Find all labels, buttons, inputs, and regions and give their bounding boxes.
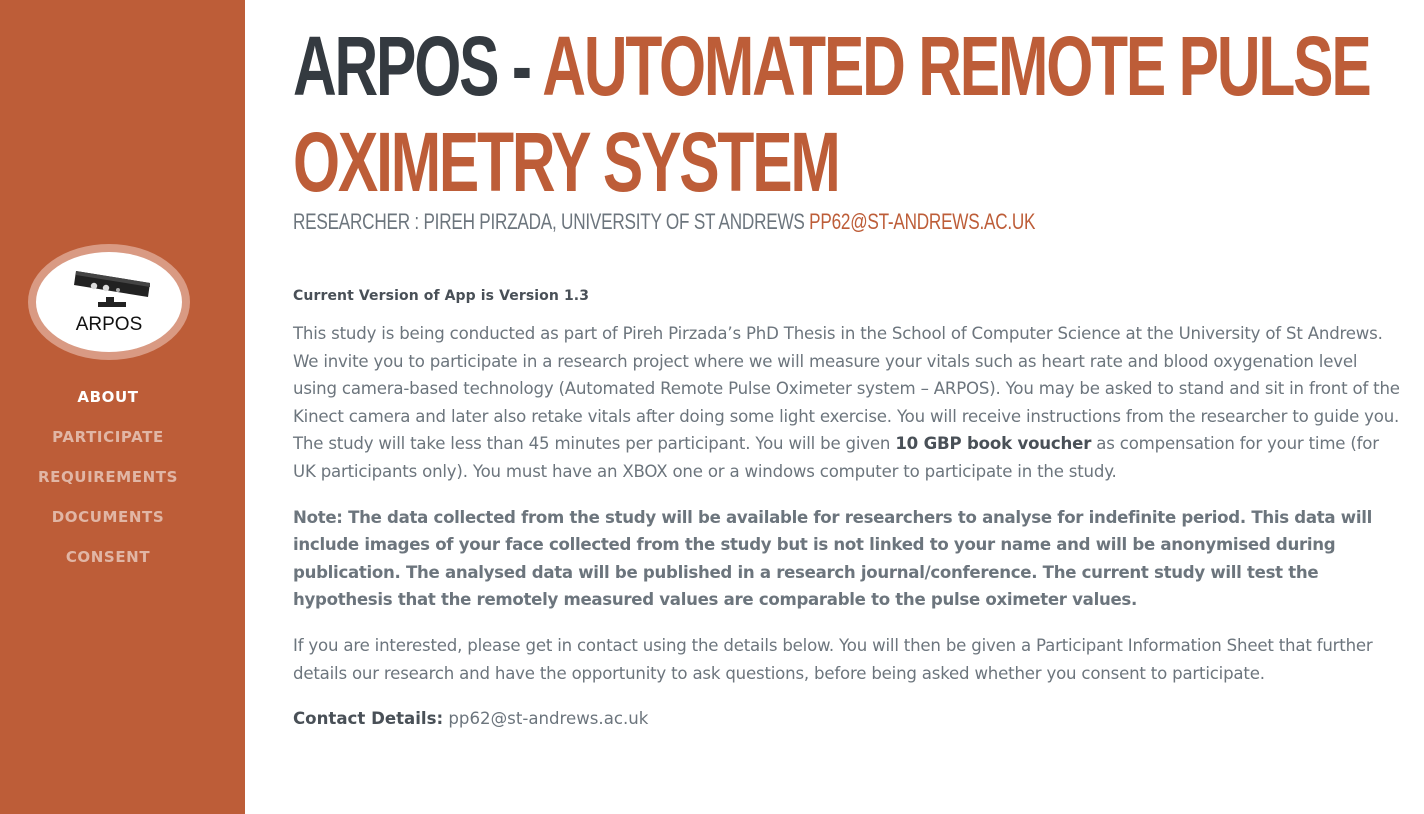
page-title	[293, 18, 1395, 210]
nav-requirements[interactable]: REQUIREMENTS	[37, 468, 179, 486]
sidebar	[0, 0, 245, 814]
researcher-text: RESEARCHER : PIREH PIRZADA, UNIVERSITY OF ST ANDREWS	[293, 209, 810, 234]
note-paragraph: Note: The data collected from the study will be available for researchers to analyse for indefinite period. This data will include images of your face collected from the study but is not linked to your name and will be anonymised during publication. The analysed data will be published in a research journal/conference. The current study will test the hypothesis that the remotely measured values are comparable to the pulse oximeter values.	[293, 507, 1372, 610]
contact-email[interactable]: pp62@st-andrews.ac.uk	[443, 709, 649, 729]
nav-participate[interactable]: PARTICIPATE	[52, 428, 164, 446]
contact-details	[293, 705, 1403, 733]
logo[interactable]	[28, 244, 190, 360]
intro-text-1: This study is being conducted as part of Pireh Pirzada’s PhD Thesis in the School of Computer Science at the University of St Andrews. We invite you to participate in a research project where we will measure your vitals such as heart rate and blood oxygenation level using camera-based technology (Automated Remote Pulse Oximeter system – ARPOS). You may be asked to stand and sit in front of the Kinect camera and later also retake vitals after doing some light exercise. You will receive instructions from the researcher to guide you. The study will take less than 45 minutes per participant. You will be given	[293, 324, 1400, 454]
title-lead: ARPOS -	[293, 19, 543, 113]
logo-text: ARPOS	[75, 314, 143, 335]
researcher-email-link[interactable]: PP62@ST-ANDREWS.AC.UK	[809, 209, 1036, 234]
intro-text-2: as compensation for your time (for UK participants only). You must have an XBOX one or a windows computer to participate in the study.	[293, 434, 1379, 481]
nav-about[interactable]: ABOUT	[77, 388, 139, 406]
logo-badge	[36, 252, 182, 352]
nav-consent[interactable]: CONSENT	[65, 548, 151, 566]
researcher-line	[293, 208, 1073, 236]
interest-paragraph: If you are interested, please get in contact using the details below. You will then be given a Participant Information Sheet that further details our research and have the opportunity to ask questions, before being asked whether you consent to participate.	[293, 635, 1373, 683]
app-version: Current Version of App is Version 1.3	[293, 288, 590, 304]
main-content	[293, 18, 1403, 733]
title-rest: AUTOMATED REMOTE PULSE OXIMETRY SYSTEM	[293, 19, 1370, 209]
intro-paragraph	[293, 320, 1403, 486]
nav-documents[interactable]: DOCUMENTS	[51, 508, 165, 526]
contact-label: Contact Details:	[293, 709, 444, 729]
voucher-highlight: 10 GBP book voucher	[895, 434, 1092, 454]
sidebar-nav	[0, 386, 216, 586]
kinect-camera-icon	[72, 269, 152, 313]
